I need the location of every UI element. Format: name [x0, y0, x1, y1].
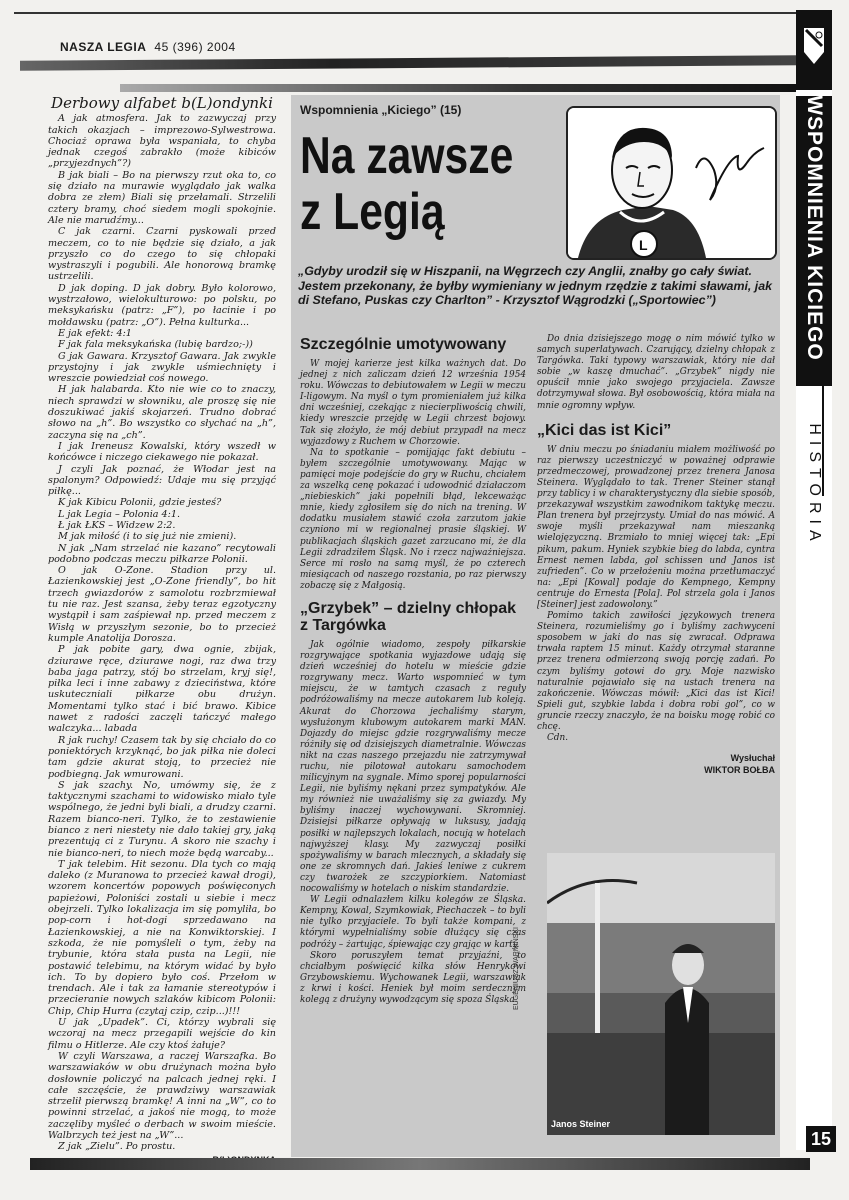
section-label: WSPOMNIENIA KICIEGO — [803, 95, 826, 361]
left-paragraph: B jak biali – Bo na pierwszy rzut oka to, co się działo na murawie wyglądało jak walka dobra ze złem) Biali się przełamali. Strzelili cztery bramy, choć siedem mogli spokojnie. Ale nie marudźmy... — [48, 169, 276, 226]
credit-author: WIKTOR BOŁBA — [704, 765, 775, 776]
left-article-title: Derbowy alfabet b(L)ondynki — [51, 94, 273, 112]
left-paragraph: T jak telebim. Hit sezonu. Dla tych co mają daleko (z Muranowa to przecież kawał drogi), wzorem koncertów popowych poświęconych papieżowi, Poloniści zostali u siebie i mecz obejrzeli. Tylko lokalizacja im się pomyliła, bo pop-corn i hot-dogi sprzedawano na Łazienkowskiej, a nie na Konwiktorskiej. I szkoda, że nie pomyśleli o tym, żeby na trybunie, która stała pusta na Legii, nie postawić telebimu, na którym widać by było ich. To by dopiero było coś. Przełom w trendach. Ale i tak za łamanie stereotypów i przecieranie nowych szlaków kibicom Polonii: Chip, Chip Hurra (czytaj czip, czip...)!!! — [48, 858, 276, 1017]
article-column-b — [537, 334, 775, 776]
photo-caption: Janos Steiner — [551, 1119, 611, 1129]
category-label: HISTORIA — [806, 423, 823, 547]
left-column-article — [48, 94, 276, 1165]
magazine-name: NASZA LEGIA — [60, 40, 147, 54]
left-article-body — [48, 113, 276, 1152]
article-headline — [300, 128, 513, 240]
left-paragraph: W czyli Warszawa, a raczej Warszafka. Bo warszawiaków w obu drużynach można było dosłownie policzyć na palcach jednej ręki. I całe szczęście, że prawdziwy warszawiak strzelił pierwszą bramkę! A inni na „W”, co to powinni strzelać, a jakoś nie mogą, to może zaczęliby myśleć o derbach w swoim mieście. Walbrzych też jest na „W”... — [48, 1050, 276, 1142]
column-b-paragraph: Do dnia dzisiejszego mogę o nim mówić tylko w samych superlatywach. Czarujący, dzielny chłopak z Targówka. Taki typowy warszawiak, który nie dał sobie „w kaszę dmuchać”. „Grzybek” nigdy nie opuścił mnie jako swojego przyjaciela. Zawsze dotrzymywał słowa. Był osobowością, która miała na mnie ogromny wpływ. — [537, 334, 775, 411]
header-streak — [20, 55, 800, 70]
left-paragraph: G jak Gawara. Krzysztof Gawara. Jak zwykle przystojny i jak zwykle uśmiechnięty i wreszcie powiedział coś nowego. — [48, 350, 276, 385]
column-b-intro — [537, 334, 775, 412]
left-paragraph: A jak atmosfera. Jak to zazwyczaj przy takich okazjach – imprezowo-Sylwestrowa. Chociaż oprawa była wspaniała, to chyba jednak czegoś zabrakło (może kibiców „przyjezdnych”?) — [48, 113, 276, 170]
section2-paragraph: Skoro poruszyłem temat przyjaźni, to chciałbym poświęcić kilka słów Henrykowi Grzybowskiemu. Wychowanek Legii, warszawiak z krwi i kości. Heniek był moim serdecznym kolegą z drużyny wywodzącym się spoza Śląska. — [300, 950, 526, 1005]
legia-shield-icon — [802, 26, 826, 66]
left-paragraph: U jak „Upadek”. Ci, którzy wybrali się wczoraj na mecz przegapili wejście do kin filmu o Hitlerze. Ale czy ktoś żałuje? — [48, 1017, 276, 1051]
headline-line-2: z Legią — [300, 183, 445, 241]
section1-title: Szczególnie umotywowany — [300, 336, 507, 353]
section3-paragraph: W dniu meczu po śniadaniu miałem możliwość po raz pierwszy uczestniczyć w poważnej odprawie przedmeczowej, prowadzonej przez trenera Janosa Steinera. Wyglądało to tak. Trener Steiner stanął przy tablicy i w charakterystyczny dla siebie sposób, przekazywał wszystkim zawodnikom taktykę meczu. Plan trenera był przejrzysty. Umiał do nas mówić. A swoje myśli przekazywał nam mieszanką wielojęzyczną. Brzmiało to mniej więcej tak: „Epi pikum, pakum. Hyniek szybkie bieg do labda, cyntra Ernest nemen labda, gol schissen und Janos ist zufrieden”. Co w przełożeniu można przetłumaczyć na: „Epi [Kowal] podaje do Kempnego, Kempny centruje do Ernesta [Pola]. Pol strzela gola i Janos [Steiner] jest zadowolony.” — [537, 444, 775, 610]
issue-number: 45 (396) 2004 — [154, 40, 236, 54]
page-header — [60, 40, 236, 54]
section-sidebar — [796, 10, 832, 1150]
page-number: 15 — [806, 1126, 836, 1152]
section3-paragraph: Pomimo takich zawiłości językowych trenera Steinera, rozumieliśmy go i byliśmy zachwyceni sposobem w jaki do nas się zwracał. Odprawa trwała raptem 15 minut. Każdy otrzymał staranne przez trenera odmierzoną swoją porcję zadań. Po czym byliśmy gotowi do gry. Moje nazwisko naturalnie pojawiało się na ustach trenera na zakończenie. Wówczas mówił: „Kici das ist Kici! Spieli gut, szybkie labda i dobra robi gol”, co w gruncie rzeczy znaczyło, że na boisku mogę robić co chcę. — [537, 611, 775, 732]
footer-streak — [30, 1158, 810, 1170]
credit-label: Wysłuchał — [730, 753, 775, 764]
headline-line-1: Na zawsze — [300, 127, 514, 185]
left-paragraph: K jak Kibicu Polonii, gdzie jesteś? — [58, 497, 222, 509]
header-streak-secondary — [120, 84, 800, 92]
svg-text:L: L — [639, 237, 648, 253]
left-paragraph: Z jak „Zielu”. Po prostu. — [58, 1141, 176, 1153]
section3-body — [537, 445, 775, 745]
section2-title: „Grzybek” – dzielny chłopak z Targówka — [300, 599, 517, 634]
section2-paragraph: W Legii odnalazłem kilku kolegów ze Śląska. Kempny, Kowal, Szymkowiak, Piechaczek – to byli nie tylko przyjaciele. To byli także kompani, z którymi wypełnialiśmy sobie dłużący się czas podróży – żartując, śpiewając czy grając w karty. — [300, 895, 526, 950]
section2-body — [300, 640, 526, 1006]
article-kicker: Wspomnienia „Kiciego” (15) — [300, 103, 462, 117]
article-credit — [537, 752, 775, 776]
section1-paragraph: Na to spotkanie – pomijając fakt debiutu – byłem szczególnie umotywowany. Mając w pamięci moje podejście do gry w Ruchu, chciałem za wszelką cenę pokazać i udowodnić działaczom „niebieskich” jaki popełnili błąd, lekceważąc mnie, kiedy zgłosiłem się do nich na trening. W dodatku musiałem stawić czoła zarzutom jakie czyniono mi w regionalnej prasie śląskiej. W publikacjach śląskich gazet zarzucano mi, że dla Legii zdradziłem Śląsk. No i rzecz najważniejsza. Serce mi rosło na samą myśl, że po czterech miesiącach od naszego rozstania, po raz pierwszy zobaczę się z Małgosią. — [300, 447, 526, 591]
left-paragraph: H jak halabarda. Kto nie wie co to znaczy, niech sprawdzi w słowniku, ale proszę się nie doszukiwać jakiś skojarzeń. Trudno dobrać słowo na „h”. Bo wszystko co słychać na „h”, zaczyna się na „ch”. — [48, 384, 276, 441]
left-paragraph: I jak Ireneusz Kowalski, który wszedł w końcówce i niczego ciekawego nie pokazał. — [48, 440, 276, 464]
left-paragraph: P jak pobite gary, dwa ognie, zbijak, dziurawe ręce, dziurawe nogi, raz dwa trzy baba jaga patrzy, stój bo strzelam, kryj się!, piłka leci i inne zabawy z dzieciństwa, które uskuteczniali piłkarze obu drużyn. Momentami tylko stać i bić brawo. Kibice nawet z radości zaczęli tańczyć małego walczyka... labada — [48, 644, 276, 735]
left-paragraph: F jak fala meksykańska (lubię bardzo;-)) — [58, 339, 253, 351]
left-paragraph: R jak ruchy! Czasem tak by się chciało do co poniektórych krzyknąć, bo jak piłka nie doleci tam gdzie akurat stoją, to przecież nie podbiegną. Jak wmurowani. — [48, 734, 276, 780]
left-paragraph: J czyli Jak poznać, że Włodar jest na spalonym? Odpowiedź: Udaje mu się przyjąć piłkę... — [48, 463, 276, 498]
left-paragraph: Ł jak ŁKS – Widzew 2:2. — [58, 519, 176, 531]
portrait-drawing — [568, 108, 775, 258]
left-paragraph: L jak Legia – Polonia 4:1. — [58, 508, 181, 520]
top-rule — [14, 12, 804, 14]
club-logo — [796, 10, 832, 90]
left-paragraph: S jak szachy. No, umówmy się, że z taktycznymi szachami to widowisko miało tyle wspólnego, że jedni byli biali, a drudzy czarni. Razem bianco-neri. Tylko, że to zestawienie bianco z neri niestety nie dało takiej gry, jaką prezentują ci z Turynu. A skoro nie szachy i nie bianco-neri, to niech może będą warcaby... — [48, 779, 276, 859]
article-pull-quote: „Gdyby urodził się w Hiszpanii, na Węgrzech czy Anglii, znałby go cały świat. Jestem przekonany, że byłby wymieniany w jednym rzędzie z takimi sławami, jak di Stefano, Puskas czy Charlton” - Krzysztof Wągrodzki („Sportowiec”) — [298, 264, 773, 308]
left-paragraph: M jak miłość (i to się już nie zmieni). — [58, 531, 237, 543]
article-photo — [547, 853, 775, 1135]
section1-body — [300, 359, 526, 592]
portrait-illustration — [566, 106, 777, 260]
section3-title: „Kici das ist Kici” — [537, 421, 672, 439]
left-paragraph: N jak „Nam strzelać nie kazano” recytowali podobno podczas meczu piłkarze Polonii. — [48, 542, 276, 565]
photo-credit: EUGENIUSZ WARMIŃSKI — [513, 927, 520, 1010]
section1-paragraph: W mojej karierze jest kilka ważnych dat. Do jednej z nich zaliczam dzień 12 września 1954 roku. Wówczas to debiutowałem w Legii w meczu I-ligowym. Na myśl o tym promieniałem już kilka dni wcześniej, czekając z niecierpliwością chwili, kiedy wreszcie przejdę w Legii chrzest bojowy. Tak się złożyło, że mój debiut przypadł na mecz wyjazdowy z Ruchem w Chorzowie. — [300, 359, 526, 447]
left-paragraph: O jak O-Zone. Stadion przy ul. Łazienkowskiej jest „O-Zone friendly”, bo hit trzech gwiazdorów z samolotu rozbrzmiewał tu nie raz. Jest szansa, żeby teraz egzotyczny wystąpił i sam zaśpiewał np. przed meczem z Wisłą w przyszłym sezonie, bo to przecież kumple Anatolija Dorosza. — [48, 565, 276, 644]
photo-janos-steiner — [547, 853, 775, 1135]
article-column-a — [300, 334, 526, 1006]
section3-paragraph: Cdn. — [547, 733, 569, 744]
left-paragraph: D jak doping. D jak dobry. Było kolorowo, wystrzałowo, wielokulturowo: po polsku, po meksykańsku (patrz: „F”), po łacinie i po mołdawsku (patrz: „O”). Pełna kulturka... — [48, 282, 276, 328]
left-paragraph: C jak czarni. Czarni pyskowali przed meczem, co to nie będzie się działo, a jak przyszło co do czego to się chłopaki wystraszyli i pogubili. Ale honorową bramkę ustrzelili. — [48, 226, 276, 283]
left-paragraph: E jak efekt: 4:1 — [58, 327, 132, 339]
section2-paragraph: Jak ogólnie wiadomo, zespoły piłkarskie rozgrywające spotkania wyjazdowe udają się dzień wcześniej do hotelu w mieście gdzie rozgrywany mecz. Warto wspomnieć w tym miejscu, że w tamtych czasach z reguły podróżowaliśmy na mecze autokarem lub koleją. Akurat do Chorzowa jechaliśmy starym, wysłużonym klubowym autokarem marki MAN. Dojazdy do miejsc gdzie rozgrywaliśmy mecze różniły się od dzisiejszych diametralnie. Wówczas nikt na czas naszego przejazdu nie zatrzymywał ruchu, nie pilotował autokaru samochodem milicyjnym na sygnale. Mimo sporej popularności Legii, nie byliśmy nękani przez sympatyków. Ale my również nie uważaliśmy się za gwiazdy. My byliśmy inaczej wychowywani. Skromniej. Dzisiejsi piłkarze opływają w luksusy, jadają posiłki w najlepszych lokalach, nocują w hotelach najwyższej klasy. My zazwyczaj posiłki spożywaliśmy w barach mlecznych, a składały się one ze skromnych dań. Jakieś leniwe z cukrem czy twarożek ze szczypiorkiem. Natomiast nocowaliśmy w hotelach o niskim standardzie. — [300, 639, 526, 895]
